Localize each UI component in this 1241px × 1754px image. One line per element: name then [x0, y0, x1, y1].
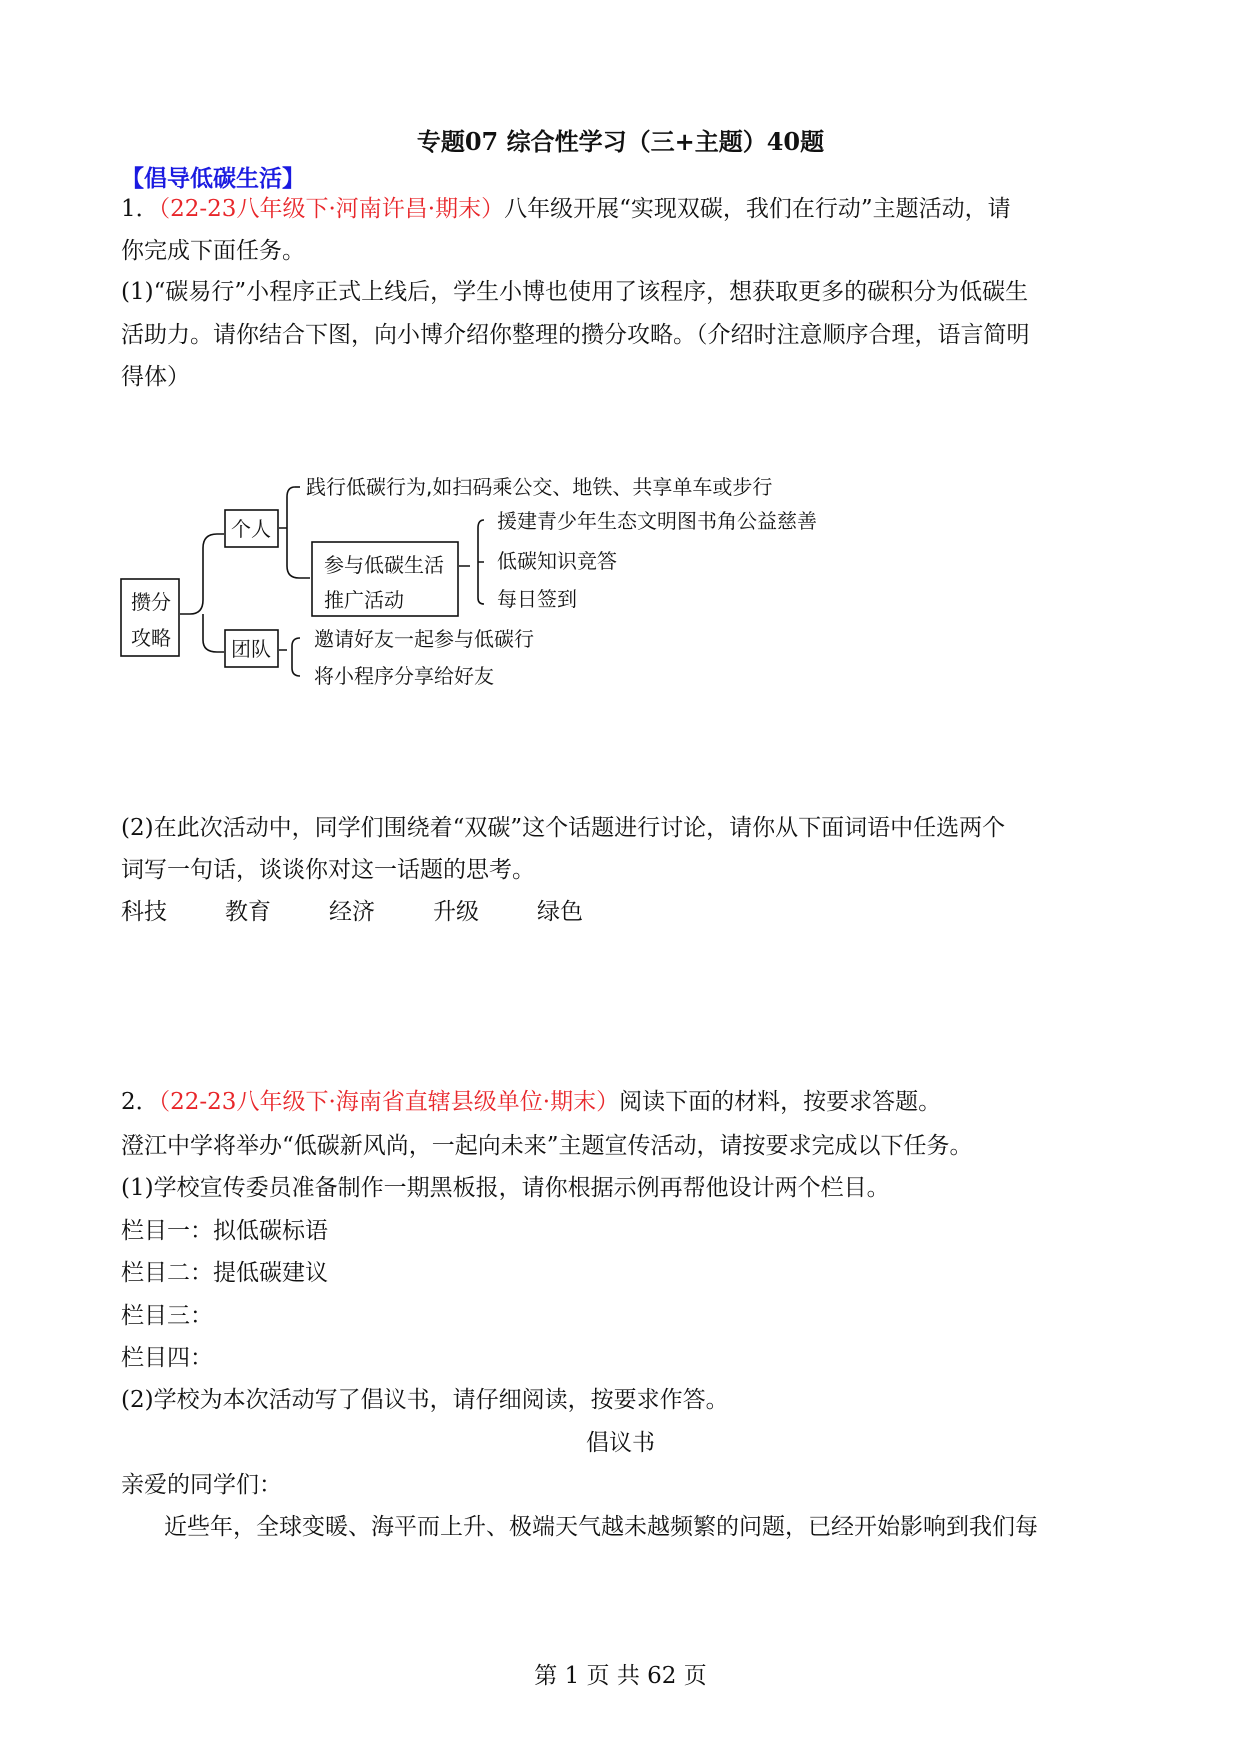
- q2-number: 2．: [121, 1089, 159, 1115]
- column-3: 栏目三：: [121, 1303, 213, 1329]
- personal-item-1: 践行低碳行为,如扫码乘公交、地铁、共享单车或步行: [306, 475, 773, 499]
- activity-item-1: 援建青少年生态文明图书角公益慈善: [497, 509, 817, 533]
- letter-title: 倡议书: [586, 1430, 655, 1456]
- q1-text: 八年级开展“实现双碳，我们在行动”主题活动，请: [504, 196, 1011, 222]
- column-4: 栏目四：: [121, 1345, 213, 1371]
- q1-part2-line-1: (2)在此次活动中，同学们围绕着“双碳”这个话题进行讨论，请你从下面词语中任选两个: [121, 815, 1006, 841]
- activity-label-2: 推广活动: [324, 588, 404, 612]
- word-item: 科技: [121, 899, 167, 925]
- team-item-1: 邀请好友一起参与低碳行: [314, 627, 534, 651]
- root-label-2: 攻略: [131, 626, 171, 650]
- q2-line-1: [121, 1087, 941, 1117]
- word-list: [121, 897, 641, 927]
- q1-part2-line-2: 词写一句话，谈谈你对这一话题的思考。: [121, 857, 535, 883]
- q2-part2: (2)学校为本次活动写了倡议书，请仔细阅读，按要求作答。: [121, 1387, 729, 1413]
- word-item: 经济: [329, 899, 375, 925]
- q2-part1: (1)学校宣传委员准备制作一期黑板报，请你根据示例再帮他设计两个栏目。: [121, 1175, 890, 1201]
- q2-text: 阅读下面的材料，按要求答题。: [619, 1089, 942, 1115]
- root-label-1: 攒分: [131, 590, 171, 614]
- page-title: 专题07 综合性学习（三+主题）40题: [416, 127, 825, 156]
- q2-source: （22-23八年级下·海南省直辖县级单位·期末）: [158, 1089, 620, 1115]
- q1-part1-line-1: (1)“碳易行”小程序正式上线后，学生小博也使用了该程序，想获取更多的碳积分为低碳生: [121, 279, 1029, 305]
- team-item-2: 将小程序分享给好友: [314, 664, 494, 688]
- activity-item-3: 每日签到: [497, 587, 577, 611]
- section-heading: 【倡导低碳生活】: [121, 165, 305, 192]
- team-bracket: [279, 638, 300, 676]
- word-item: 绿色: [537, 899, 583, 925]
- letter-greeting: 亲爱的同学们：: [121, 1472, 282, 1498]
- q1-source: （22-23八年级下·河南许昌·期末）: [158, 196, 505, 222]
- page-footer: 第 1 页 共 62 页: [534, 1663, 707, 1689]
- team-label: 团队: [231, 637, 271, 661]
- q1-line-2: 你完成下面任务。: [121, 238, 305, 264]
- column-1: 栏目一：拟低碳标语: [121, 1218, 328, 1244]
- q1-part1-line-3: 得体）: [121, 364, 190, 390]
- letter-body: 近些年，全球变暖、海平而上升、极端天气越未越频繁的问题，已经开始影响到我们每: [164, 1514, 1038, 1540]
- personal-label: 个人: [231, 517, 271, 541]
- column-2: 栏目二：提低碳建议: [121, 1260, 328, 1286]
- q1-part1-line-2: 活助力。请你结合下图，向小博介绍你整理的攒分攻略。（介绍时注意顺序合理，语言简明: [121, 322, 1030, 348]
- activity-label-1: 参与低碳生活: [324, 553, 444, 577]
- activity-bracket: [459, 520, 484, 604]
- word-item: 升级: [433, 899, 479, 925]
- activity-item-2: 低碳知识竞答: [497, 549, 617, 573]
- word-item: 教育: [225, 899, 271, 925]
- strategy-diagram: [0, 0, 1241, 720]
- personal-bracket: [279, 487, 310, 578]
- q2-line-2: 澄江中学将举办“低碳新风尚，一起向未来”主题宣传活动，请按要求完成以下任务。: [121, 1133, 973, 1159]
- root-bracket: [180, 534, 224, 652]
- q1-number: 1．: [121, 196, 159, 222]
